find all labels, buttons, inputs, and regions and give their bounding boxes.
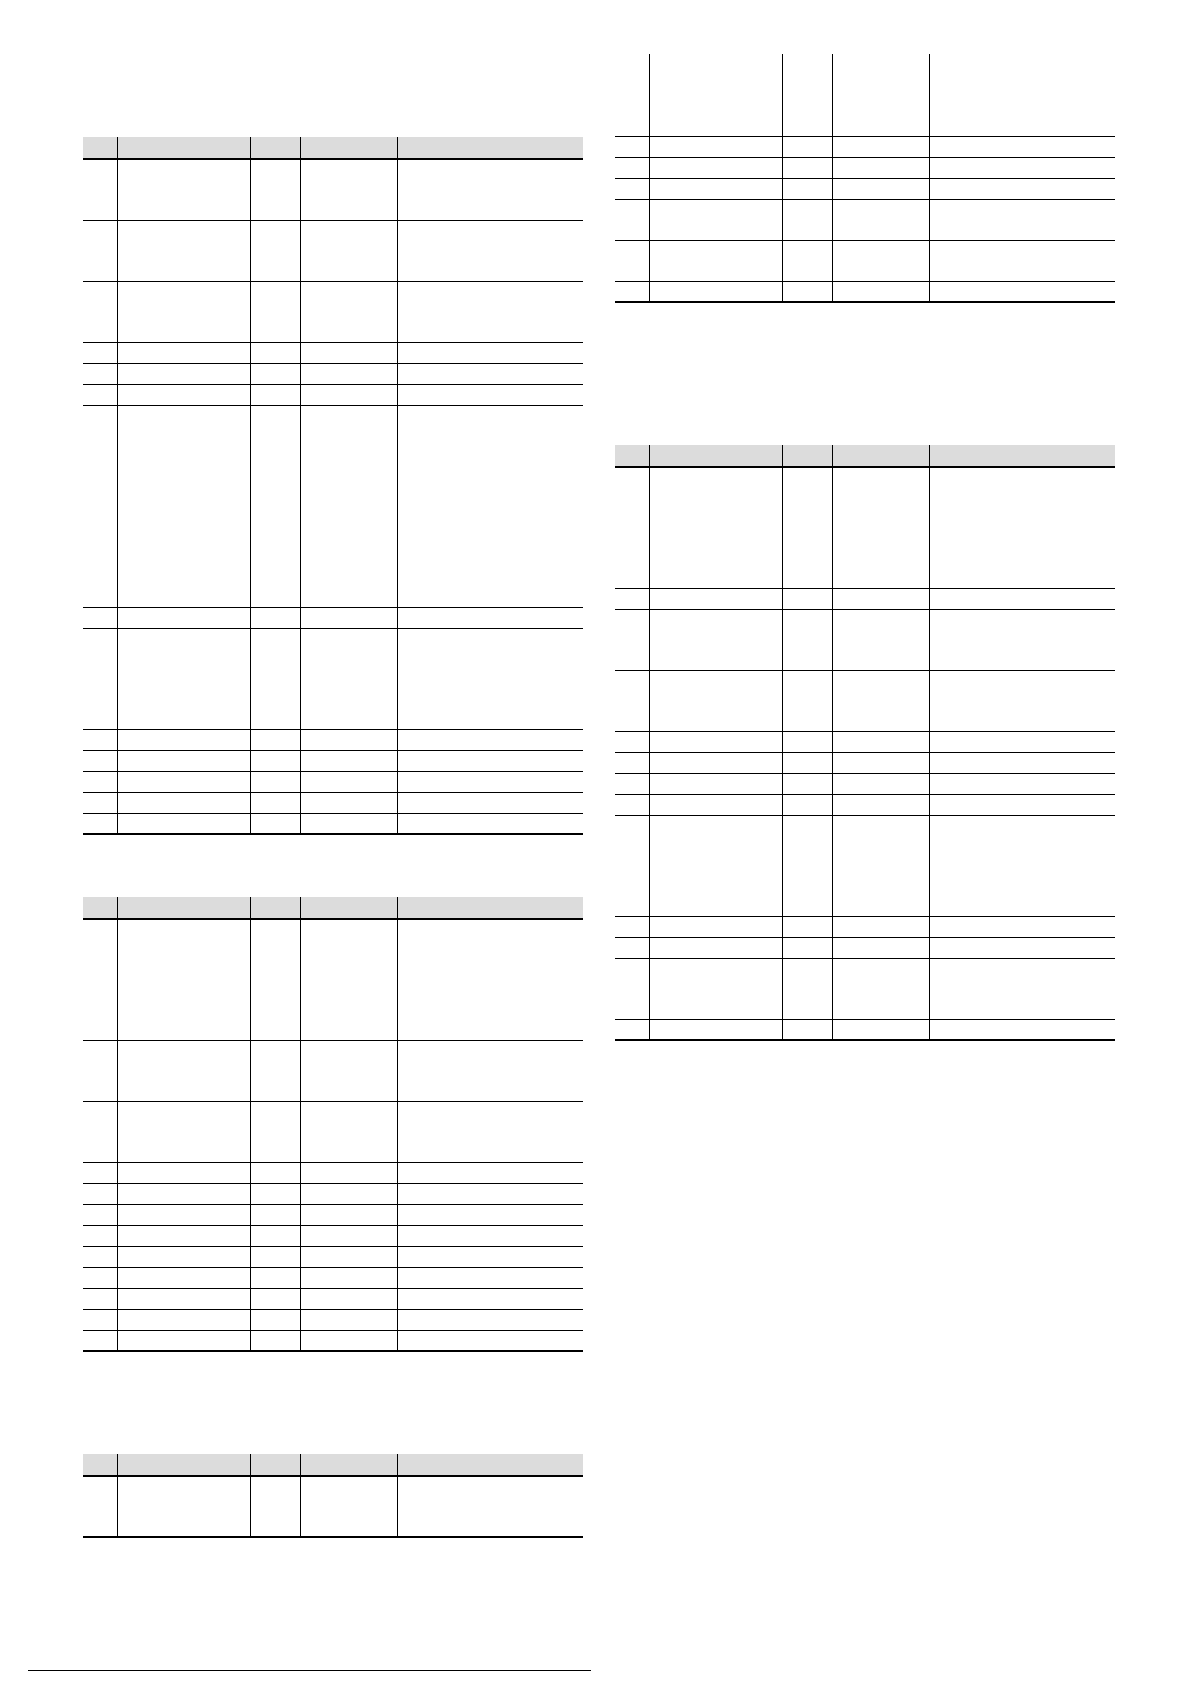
table-row (615, 240, 1115, 281)
table-row (615, 916, 1115, 937)
table-row (83, 1309, 583, 1330)
table-row (83, 1101, 583, 1162)
table-row (615, 199, 1115, 240)
table-row (615, 588, 1115, 609)
table-right-2 (615, 445, 1115, 1041)
table-row (83, 1246, 583, 1267)
table-left-1 (83, 137, 583, 835)
table-row (83, 1267, 583, 1288)
table-row (83, 919, 583, 1040)
table-row (83, 384, 583, 405)
footnote-rule (28, 1670, 591, 1671)
table-row (83, 159, 583, 220)
table-row (83, 792, 583, 813)
table-header-row (83, 137, 583, 159)
table-row (83, 729, 583, 750)
table-row (615, 815, 1115, 916)
table-row (615, 281, 1115, 302)
table-left-3 (83, 1454, 583, 1538)
table-row (83, 628, 583, 729)
table-right-1 (615, 54, 1115, 303)
table-row (83, 1225, 583, 1246)
table-row (83, 363, 583, 384)
table-row (83, 1476, 583, 1537)
table-row (83, 1183, 583, 1204)
table-row (83, 771, 583, 792)
table-row (615, 752, 1115, 773)
table-row (83, 405, 583, 607)
table-row (83, 220, 583, 281)
table-row (615, 178, 1115, 199)
table-row (615, 958, 1115, 1019)
table-row (615, 136, 1115, 157)
table-row (83, 607, 583, 628)
table-row (615, 54, 1115, 136)
table-row (83, 813, 583, 834)
table-row (83, 1330, 583, 1351)
table-row (83, 1288, 583, 1309)
table-row (615, 467, 1115, 588)
table-row (615, 1019, 1115, 1040)
table-row (83, 1204, 583, 1225)
table-row (83, 750, 583, 771)
table-row (83, 1040, 583, 1101)
table-header-row (83, 1454, 583, 1476)
table-row (615, 731, 1115, 752)
table-left-2 (83, 897, 583, 1352)
table-row (615, 157, 1115, 178)
table-row (83, 342, 583, 363)
table-row (615, 670, 1115, 731)
table-row (615, 609, 1115, 670)
table-row (83, 281, 583, 342)
table-row (83, 1162, 583, 1183)
table-row (615, 937, 1115, 958)
table-header-row (83, 897, 583, 919)
table-header-row (615, 445, 1115, 467)
table-row (615, 773, 1115, 794)
table-row (615, 794, 1115, 815)
